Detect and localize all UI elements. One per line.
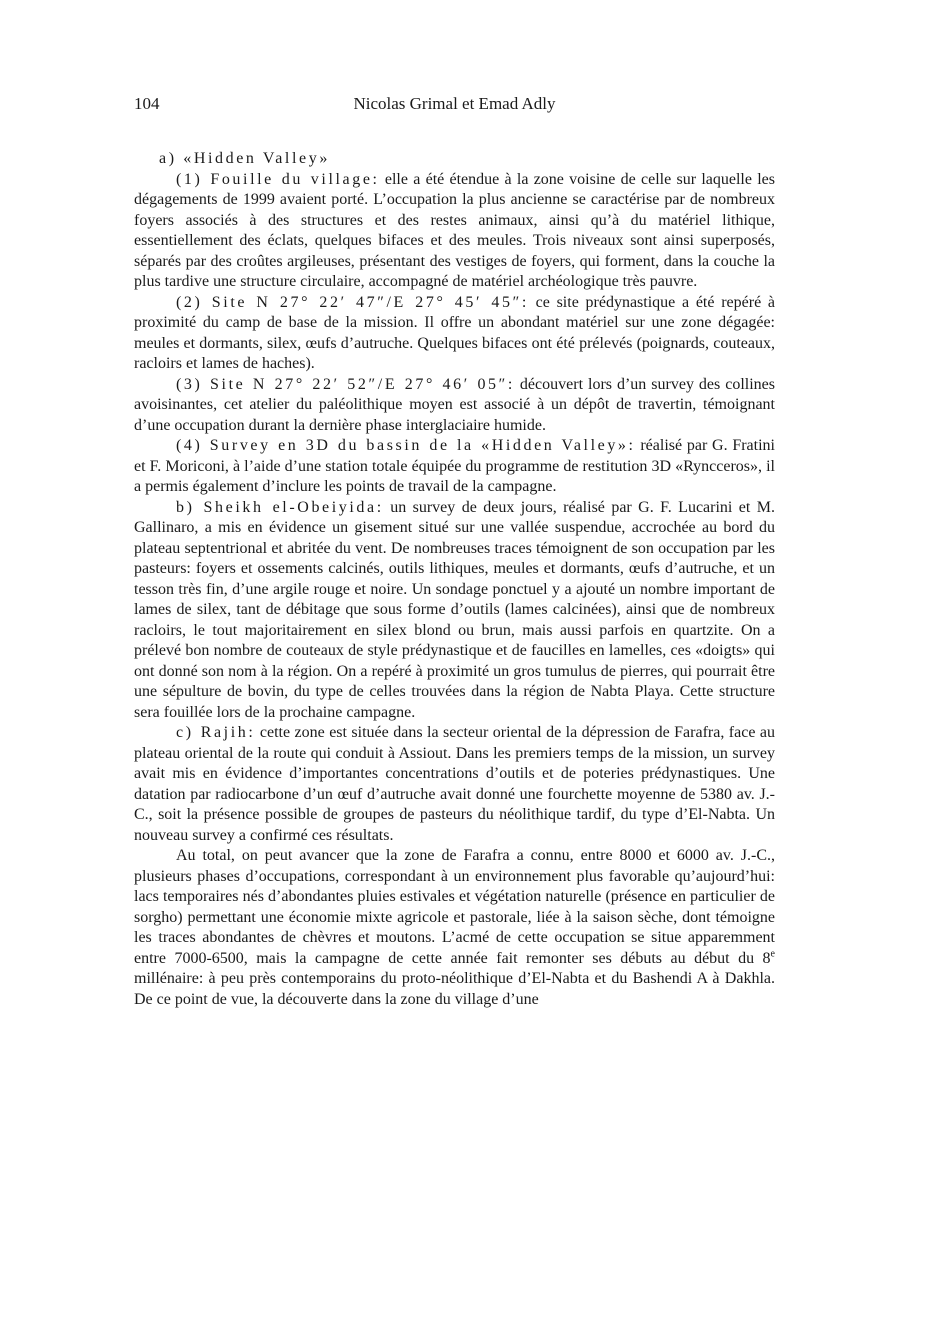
paragraph-text: ce site prédynastique a été repéré à proximité du camp de base de la mission. Il offre un abondant matériel sur une zone dégagée: meules et dormants, silex, œufs d’autruche. Quelques bifaces ont été prélevés (poignards, couteaux, racloirs et lames de haches).: [134, 293, 776, 372]
paragraph-label: (1) Fouille du village:: [176, 170, 380, 188]
paragraph-label: (4) Survey en 3D du bassin de la «Hidden Valley»:: [176, 437, 636, 454]
paragraph-text: un survey de deux jours, réalisé par G. F. Lucarini et M. Gallinaro, a mis en évidence un gisement situé sur une vallée suspendue, accrochée au bord du plateau septentrional et abritée du vent. De nombreuses traces témoignent de son occupation par les pasteurs: foyers et ossements calcinés, outils lithiques, meules et dormants, œufs d’autruche, et un tesson très fin, d’une argile rouge et noire. Un sondage ponctuel y a ajouté un nombre important de lames de silex, tant de débitage que sous forme d’outils (lames calcinées), ainsi que de nombreux racloirs, le tout majoritairement en silex blond ou brun, mais aussi parfois en quartzite. On a prélevé bon nombre de couteaux de style prédynastique et de faucilles en lamelles, ces «doigts» qui ont donné son nom à la région. On a repéré à proximité un gros tumulus de pierres, qui pourrait être une sépulture de bovin, du type de celles trouvées dans la région de Nabta Playa. Cette structure sera fouillée lors de la prochaine campagne.: [134, 498, 775, 721]
paragraph-text: Au total, on peut avancer que la zone de Farafra a connu, entre 8000 et 6000 av. J.-C., plusieurs phases d’occupations, correspondant à un environnement plus favorable qu’aujourd’hui: lacs temporaires nés d’abondantes pluies estivales et végétation naturelle (présence en particulier de sorgho) permettant une économie mixte agricole et pastorale, liée à la saison sèche, dont témoigne les traces abondantes de chèvres et moutons. L’acmé de cette occupation se situe apparemment entre 7000-6500, mais la campagne de cette année fait remonter ses débuts au début du 8: [134, 847, 775, 967]
section-a-heading-text: a) «Hidden Valley»: [159, 150, 330, 167]
paragraph-label: (3) Site N 27° 22′ 52″/E 27° 46′ 05″:: [176, 375, 515, 393]
paragraph-survey-3d: [134, 436, 775, 498]
paragraph-site-predynastic: [134, 293, 775, 375]
paragraph-label: c) Rajih:: [176, 724, 256, 741]
paragraph-rajih: [134, 723, 775, 846]
paragraph-conclusion: [134, 846, 775, 1010]
paragraph-text-continued: millénaire: à peu près contemporains du proto-néolithique d’El-Nabta et du Bashendi A à Dakhla. De ce point de vue, la découverte dans la zone du village d’une: [134, 970, 775, 1008]
body-text: [134, 149, 775, 1010]
paragraph-site-paleolithic: [134, 375, 775, 437]
paragraph-text: découvert lors d’un survey des collines avoisinantes, cet atelier du paléolithique moyen est associé à un dépôt de travertin, témoignant d’une occupation durant la dernière phase interglaciaire humide.: [134, 375, 776, 434]
paragraph-text: cette zone est située dans la secteur oriental de la dépression de Farafra, face au plateau oriental de la route qui conduit à Assiout. Dans les premiers temps de la mission, un survey avait mis en évidence d’importantes concentrations d’outils et de poteries prédynastiques. Une datation par radiocarbone d’un œuf d’autruche avait donné une fourchette moyenne de 5380 av. J.-C., soit la présence possible de groupes de pasteurs du néolithique tardif, du type d’El-Nabta. Un nouveau survey a confirmé ces résultats.: [134, 724, 775, 844]
running-head: [134, 90, 775, 118]
running-head-authors: Nicolas Grimal et Emad Adly: [353, 94, 556, 113]
paragraph-text: elle a été étendue à la zone voisine de celle sur laquelle les dégagements de 1999 avaient porté. L’occupation la plus ancienne se caractérise par de nombreux foyers associés à des structures et des restes animaux, ainsi qu’à du matériel lithique, essentiellement des éclats, quelques bifaces et des meules. Trois niveaux sont ainsi superposés, séparés par des croûtes argileuses, présentant des vestiges de foyers, qui forment, dans la couche la plus tardive une structure circulaire, accompagné de matériel archéologique très pauvre.: [134, 170, 776, 290]
section-a-heading: [159, 149, 775, 170]
ordinal-superscript: e: [770, 948, 775, 960]
page-number: 104: [134, 94, 160, 113]
document-page: [134, 90, 775, 1010]
paragraph-village-excavation: [134, 170, 775, 293]
paragraph-text: réalisé par G. Fratini et F. Moriconi, à l’aide d’une station totale équipée du programme de restitution 3D «Ryncceros», il a permis également d’inclure les points de travail de la campagne.: [134, 437, 775, 495]
paragraph-label: (2) Site N 27° 22′ 47″/E 27° 45′ 45″:: [176, 293, 529, 311]
paragraph-label: b) Sheikh el-Obeiyida:: [176, 498, 384, 516]
paragraph-sheikh-el-obeiyida: [134, 498, 775, 724]
